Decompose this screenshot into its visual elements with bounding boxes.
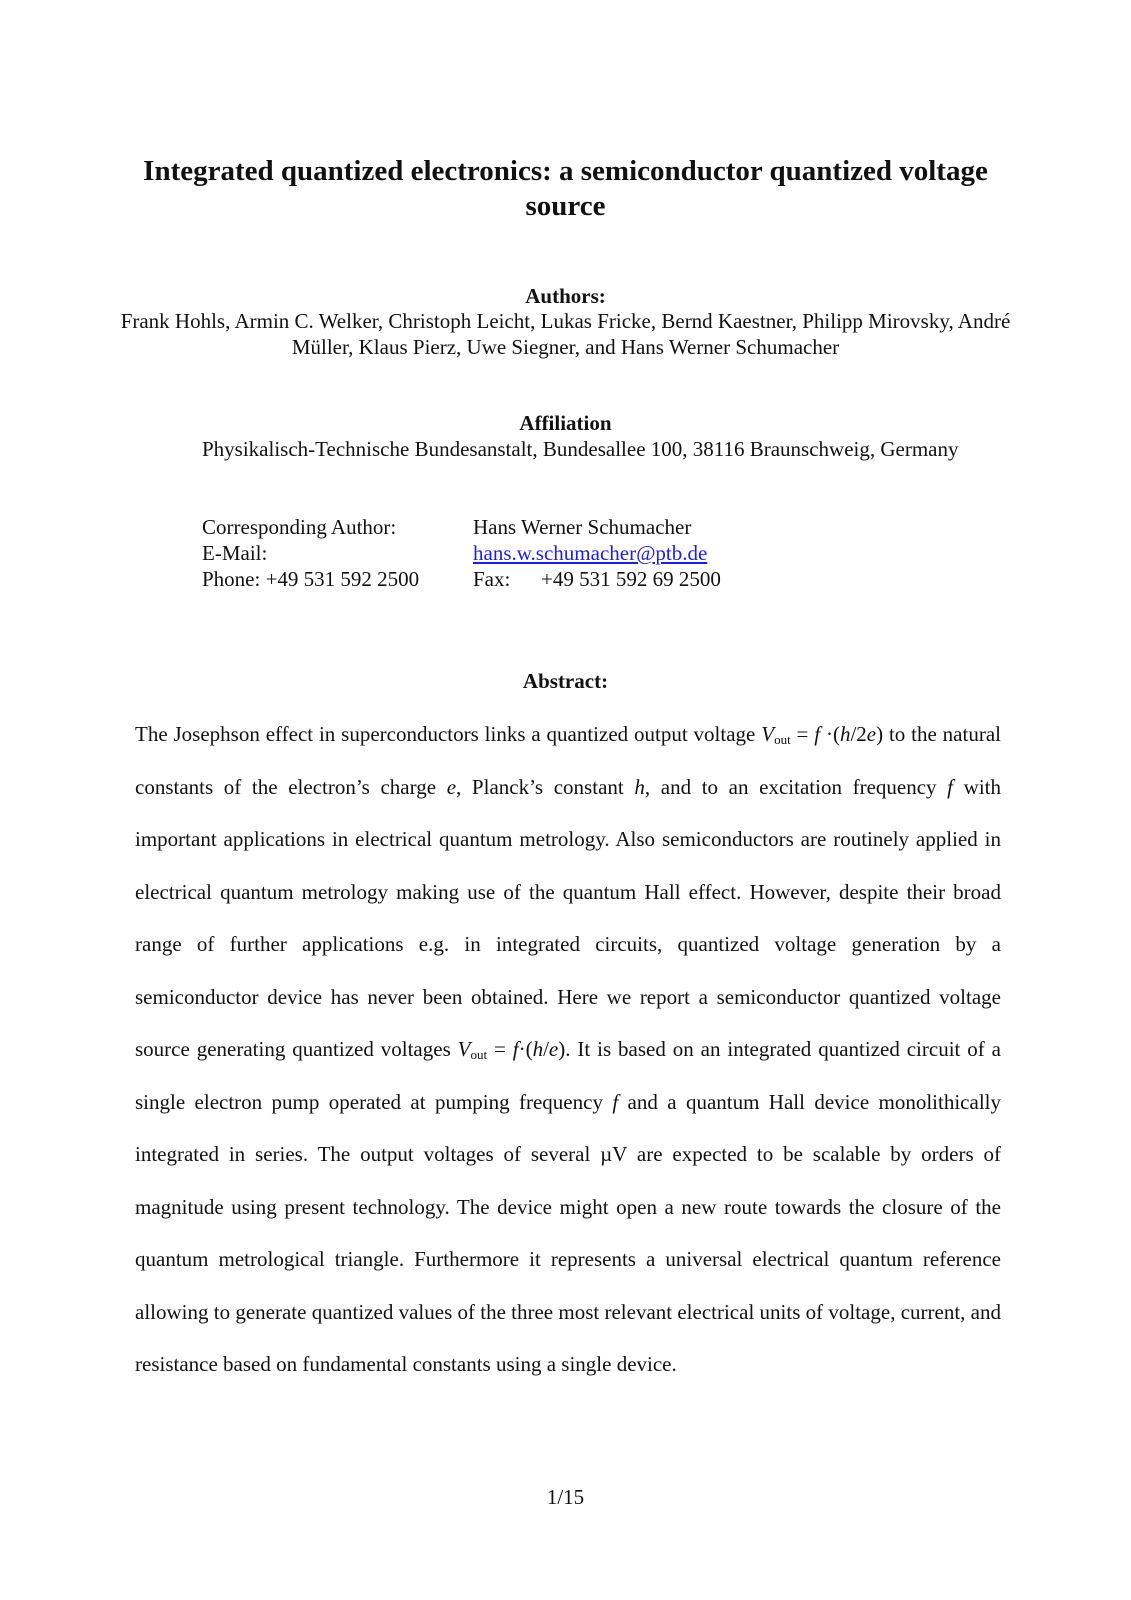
authors-heading: Authors: <box>525 284 606 308</box>
email-row <box>202 540 721 566</box>
corresponding-author-label: Corresponding Author: <box>202 515 397 539</box>
fax-number: +49 531 592 69 2500 <box>541 567 721 591</box>
abstract-heading: Abstract: <box>522 669 609 693</box>
page-number: 1/15 <box>546 1485 585 1509</box>
email-link[interactable]: hans.w.schumacher@ptb.de <box>473 541 708 565</box>
email-label: E-Mail: <box>202 541 268 565</box>
fax-text <box>473 566 721 592</box>
contact-block <box>202 514 721 592</box>
paper-title: Integrated quantized electronics: a semiconductor quantized voltage source <box>143 155 988 222</box>
corresponding-author-name: Hans Werner Schumacher <box>473 515 692 539</box>
corresponding-author-row <box>202 514 721 540</box>
affiliation-heading: Affiliation <box>519 411 612 435</box>
authors-list: Frank Hohls, Armin C. Welker, Christoph Leicht, Lukas Fricke, Bernd Kaestner, Philipp Mirovsky, André Müller, Klaus Pierz, Uwe Siegner, and Hans Werner Schumacher <box>120 309 1011 359</box>
phone-text: Phone: +49 531 592 2500 <box>202 567 420 591</box>
affiliation-text: Physikalisch-Technische Bundesanstalt, Bundesallee 100, 38116 Braunschweig, Germany <box>202 437 959 461</box>
phone-fax-row <box>202 566 721 592</box>
fax-label: Fax: <box>473 567 511 591</box>
abstract-paragraph: The Josephson effect in superconductors links a quantized output voltage $V_{out} = f \cdot(h/2e)$ to the natural constants of the electron’s charge e, Planck’s constant h, and to an excitation frequency f with important applications in electrical quantum metrology. Also semiconductors are routinely applied in electrical quantum metrology making use of the quantum Hall effect. However, despite their broad range of further applications e.g. in integrated circuits, quantized voltage generation by a semiconductor device has never been obtained. Here we report a semiconductor quantized voltage source generating quantized voltages $V_{out} = f\cdot(h/e)$. It is based on an integrated quantized circuit of a single electron pump operated at pumping frequency f and a quantum Hall device monolithically integrated in series. The output voltages of several µV are expected to be scalable by orders of magnitude using present technology. The device might open a new route towards the closure of the quantum metrological triangle. Furthermore it represents a universal electrical quantum reference allowing to generate quantized values of the three most relevant electrical units of voltage, current, and resistance based on fundamental constants using a single device. <box>135 722 1001 1376</box>
